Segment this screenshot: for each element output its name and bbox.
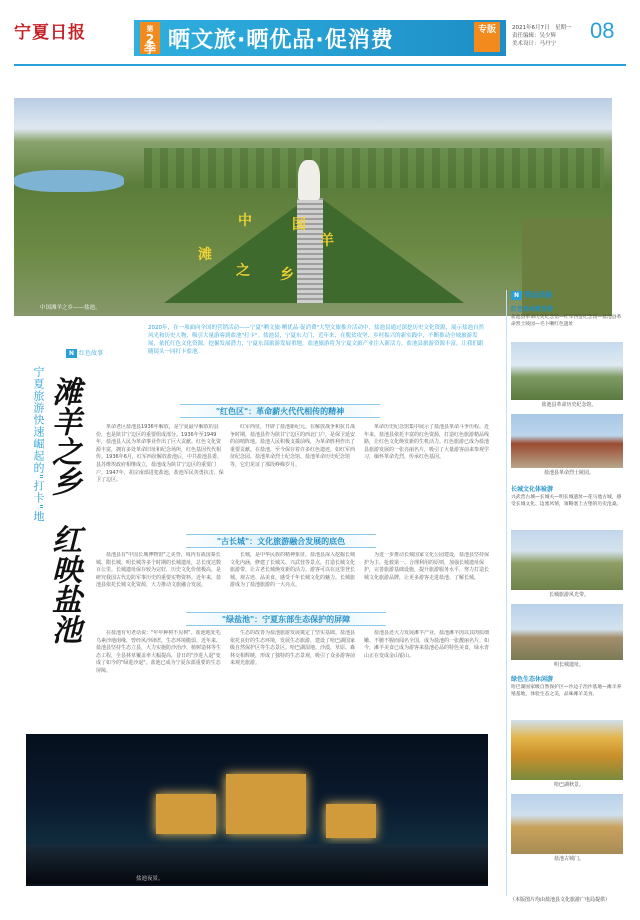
sidebar-tag: N: [511, 291, 522, 300]
main-headline-1: 滩羊之乡: [46, 376, 81, 496]
hero-char: 国: [292, 217, 306, 233]
photo-greatwall: [511, 530, 623, 590]
issue-info: [512, 24, 572, 48]
edition-number: 2季: [143, 32, 156, 56]
article-column: 红军西征，开辟了盐池新纪元。在解放战争和抗日战争时期，盐池县作为陕甘宁边区的西北门户，是保卫延安的前哨阵地。盐池人民积极支援前线，为革命胜利作出了重要贡献。在盐池，至今保存着许多红色遗迹，如红军西征纪念园、盐池革命烈士纪念馆、盐池革命历史纪念馆等，它们见证了那段峥嵘岁月。: [230, 424, 356, 468]
lit-building: [226, 774, 306, 834]
article-column: 盐池县有"中国长城博物馆"之美誉，境内有战国秦长城、隋长城、明长城等多个时期的长城遗址，总长度达数百公里。长城遗址保存较为完好，历史文化价值极高，是研究我国古代边防军事历史的重要实物资料。近年来，盐池县依托长城文化资源，大力推动文旅融合发展。: [96, 552, 222, 589]
hero-photo: [14, 98, 612, 316]
article-column: 革命老区盐池县1936年解放，是宁夏最早解放的县份，也是陕甘宁边区的重要组成部分。1936年至1949年，盐池县人民为革命事业作出了巨大贡献。红色文化资源丰富，拥有多处革命旧址和纪念场所，红色基因代代相传。1936年6月，红军西征解放盐池后，中共盐池县委、县苏维埃政府相继成立，盐池成为陕甘宁边区的重要门户。1947年，胡宗南部进犯盐池，盐池军民英勇抗击，保卫了边区。: [96, 424, 224, 484]
tag-text: 红色故事: [79, 350, 104, 357]
edition-top: 第: [146, 25, 154, 33]
article-column: 长城，是中华民族的精神象征。盐池县深入挖掘长城文化内涵，修建了长城关、兴武营等景点，打造长城文化旅游带，让古老长城焕发新的活力。游客可以在这里登长城、观古迹、品美食，感受千年长城文化的魅力。长城旅游成为了盐池旅游的一大亮点。: [230, 552, 356, 589]
hero-char: 之: [236, 263, 250, 279]
sidebar-title: 精品线路: [524, 291, 553, 299]
photo-credit: （本版图片均由盐池县文化旅游广电局提供）: [510, 897, 611, 903]
designer-line: 美术设计：马丹宁: [512, 41, 557, 47]
section-heading-green: "绿盐池"：宁夏东部生态保护的屏障: [186, 612, 386, 626]
lit-building: [156, 794, 216, 834]
lit-building: [326, 804, 376, 838]
masthead-logo: 宁夏日报: [14, 23, 86, 43]
section-heading-red: "红色区"：革命薪火代代相传的精神: [180, 404, 380, 418]
editor-line: 责任编辑：吴少辉: [512, 33, 557, 39]
sub-headline: 宁夏旅游快速崛起的"打卡"地: [32, 366, 45, 523]
photo-cemetery: [511, 414, 623, 468]
banner-title: 晒文旅·晒优品·促消费: [168, 28, 394, 53]
route3-text: 哈巴湖国家级自然保护区—沙边子治沙基地—滩羊养殖基地，体验生态之美，品味滩羊美食。: [511, 685, 622, 697]
hero-char: 乡: [280, 267, 294, 283]
hero-char: 羊: [320, 233, 334, 249]
route2-text: 兴武营古城—长城关—明长城遗址—花马池古城，感受长城文化、边塞风情，领略塞上古堡的历史沧桑。: [511, 495, 622, 507]
night-caption: 盐池夜景。: [136, 876, 164, 882]
photo-caption: 明长城遗址。: [553, 662, 584, 668]
photo-caption: 盐池古城门。: [553, 856, 584, 862]
article-column: 盐池县还大力发展滩羊产业，盐池滩羊肉以其肉质细嫩、不膻不腥而闻名全国，成为盐池的一张靓丽名片。如今，滩羊美食已成为游客来盐池必品的特色美食，绿水青山正在变成金山银山。: [364, 630, 490, 659]
main-headline-2: 红映盐池: [46, 524, 81, 644]
field-shape: [144, 148, 604, 188]
photo-museum: [511, 342, 623, 400]
sheep-statue: [298, 160, 320, 200]
sidebar-routes: [506, 290, 626, 896]
page-number: 08: [590, 18, 615, 43]
hero-char: 滩: [198, 247, 212, 263]
issue-date: 2021年6月7日 星期一: [512, 25, 572, 31]
route3-title: 绿色生态休闲游: [511, 676, 554, 683]
article-column: 革命历史纪念馆集中展示了盐池县革命斗争历程。近年来，盐池县依托丰富的红色资源，打造红色旅游精品线路，让红色文化焕发新的生机活力。红色旅游已成为盐池县旅游发展的一张亮丽名片，吸引了大量游客前来参观学习，缅怀革命先烈，传承红色基因。: [364, 424, 490, 461]
special-badge: 专版: [474, 22, 500, 52]
hero-caption: 中国滩羊之乡——盐池。: [40, 305, 101, 311]
section-heading-wall: "古长城"：文化旅游融合发展的底色: [186, 534, 376, 548]
article-column: 在盐池有句老话说："年年种树不见树"。盐池地处毛乌素沙地南缘，曾经风沙肆虐，生态环境脆弱。近年来，盐池县坚持生态立县，大力实施防沙治沙、植树造林等生态工程，全县林草覆盖率大幅提高，昔日的"沙进人退"变成了如今的"绿进沙退"。盐池已成为宁夏东部重要的生态屏障。: [96, 630, 222, 674]
article-column: 为进一步推动长城国家文化公园建设，盐池县坚持保护为主、抢救第一、合理利用的原则，加强长城遗址保护，完善旅游基础设施，提升旅游服务水平，努力打造长城文化旅游品牌，让更多游客走进盐池、了解长城。: [364, 552, 490, 581]
photo-citygate: [511, 794, 623, 854]
edition-badge: [140, 22, 160, 54]
header-banner: [134, 20, 506, 56]
photo-caption: 长城旅游风光带。: [548, 592, 589, 598]
route1-text: 盐池县革命历史纪念馆—红军西征纪念园—盐池县革命烈士陵园—毛卜喇红色遗址: [511, 315, 622, 327]
lake-shape: [14, 170, 124, 192]
route2-title: 长城文化体验游: [511, 486, 554, 493]
night-photo: [26, 734, 488, 886]
sidebar-heading: [511, 290, 552, 300]
photo-caption: 盐池县革命历史纪念馆。: [541, 402, 597, 408]
intro-paragraph: 2020年，在一项面向全国的营销活动——宁夏"晒文旅·晒优品·促消费"大型文旅推介活动中，盐池县通过深挖历史文化资源，展示盐池自然风光和历史人物，吸引大量游客到盐池"打卡"。盐池县，宁夏东大门，近年来，在脱贫攻坚、乡村振兴的新实践中，不断推动全域旅游发展，依托红色文化资源，挖掘发展潜力，宁夏东部旅游发展重地，盐池旅游将为宁夏文旅产业注入新活力。盐池县旅游资源丰富，让我们跟随镜头一同打卡盐池。: [148, 325, 485, 355]
route1-title: 红色革命教育游: [511, 306, 554, 313]
photo-caption: 哈巴湖秋景。: [553, 782, 584, 788]
photo-caption: 盐池县革命烈士陵园。: [543, 470, 594, 476]
article-column: 生态的改善为盐池旅游发展奠定了坚实基础。盐池县依托良好的生态环境，发展生态旅游，建设了哈巴湖国家级自然保护区等生态景区。哈巴湖湿地、沙漠、草原、森林交相辉映，形成了独特的生态景观，吸引了众多游客前来观光旅游。: [230, 630, 356, 667]
tag-label: N: [66, 349, 77, 358]
hero-char: 中: [238, 213, 252, 229]
photo-habahu: [511, 720, 623, 780]
road-shape: [26, 844, 488, 884]
photo-wall-ruins: [511, 604, 623, 660]
header-divider: [14, 64, 626, 66]
section-tag: [66, 340, 103, 359]
